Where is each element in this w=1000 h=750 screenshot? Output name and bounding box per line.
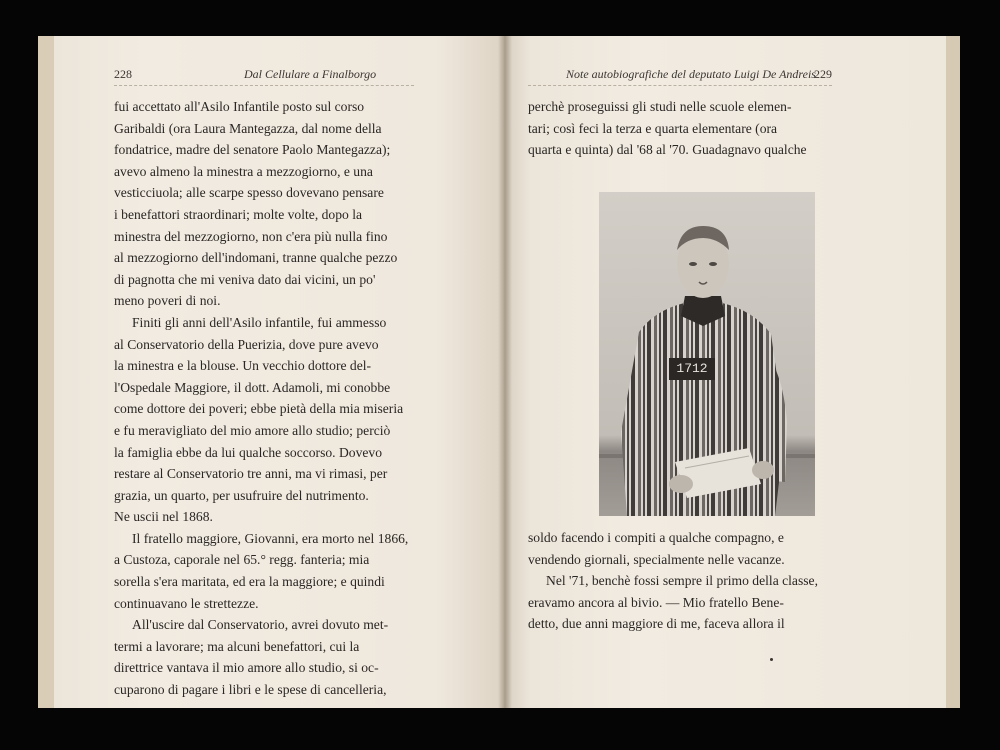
- text-line: termi a lavorare; ma alcuni benefattori, cui la: [114, 638, 360, 654]
- portrait-photograph: [599, 192, 815, 516]
- text-line: Finiti gli anni dell'Asilo infantile, fui ammesso: [132, 314, 387, 330]
- prisoner-number: 1712: [676, 361, 708, 376]
- right-header-rule: [528, 85, 832, 86]
- text-line: Nel '71, benchè fossi sempre il primo della classe,: [546, 573, 818, 589]
- text-line: continuavano le strettezze.: [114, 595, 259, 611]
- book-gutter: [498, 36, 512, 708]
- text-line: la minestra e la blouse. Un vecchio dottore del-: [114, 358, 372, 374]
- text-line: restare al Conservatorio tre anni, ma vi rimasi, per: [114, 466, 388, 482]
- right-page-number: 229: [814, 67, 832, 81]
- text-line: quarta e quinta) dal '68 al '70. Guadagnavo qualche: [528, 142, 807, 158]
- text-line: vesticciuola; alle scarpe spesso dovevano pensare: [114, 185, 384, 201]
- text-line: Il fratello maggiore, Giovanni, era morto nel 1866,: [132, 530, 409, 546]
- text-line: come dottore dei poveri; ebbe pietà della mia miseria: [114, 401, 404, 417]
- text-line: la famiglia ebbe da lui qualche soccorso. Dovevo: [114, 444, 383, 460]
- left-header-rule: [114, 85, 414, 86]
- text-line: tari; così feci la terza e quarta elementare (ora: [528, 120, 778, 136]
- text-line: meno poveri di noi.: [114, 293, 221, 309]
- text-line: di pagnotta che mi veniva dato dai vicini, un po': [114, 271, 376, 287]
- text-line: grazia, un quarto, per usufruire del nutrimento.: [114, 487, 369, 503]
- text-line: cuparono di pagare i libri e le spese di cancelleria,: [114, 682, 387, 698]
- text-line: vendendo giornali, specialmente nelle vacanze.: [528, 551, 785, 567]
- text-line: soldo facendo i compiti a qualche compagno, e: [528, 530, 784, 545]
- text-line: Garibaldi (ora Laura Mantegazza, dal nome della: [114, 120, 382, 136]
- text-line: e fu meravigliato del mio amore allo studio; perciò: [114, 422, 391, 438]
- right-page-body-top: [528, 96, 832, 161]
- text-line: i benefattori straordinari; molte volte, dopo la: [114, 206, 363, 222]
- text-line: avevo almeno la minestra a mezzogiorno, e una: [114, 163, 373, 179]
- text-line: direttrice vantava il mio amore allo studio, si oc-: [114, 660, 379, 676]
- text-line: al mezzogiorno dell'indomani, tranne qualche pezzo: [114, 250, 398, 266]
- text-line: l'Ospedale Maggiore, il dott. Adamoli, mi conobbe: [114, 379, 391, 395]
- left-page-number: 228: [114, 67, 132, 81]
- text-line: detto, due anni maggiore di me, faceva allora il: [528, 616, 785, 632]
- text-line: All'uscire dal Conservatorio, avrei dovuto met-: [132, 617, 389, 633]
- right-running-title: Note autobiografiche del deputato Luigi De Andreis: [566, 67, 816, 81]
- text-line: fui accettato all'Asilo Infantile posto sul corso: [114, 99, 365, 114]
- text-line: perchè proseguissi gli studi nelle scuole elemen-: [528, 99, 792, 114]
- text-line: minestra del mezzogiorno, non c'era più nulla fino: [114, 228, 388, 244]
- left-running-title: Dal Cellulare a Finalborgo: [244, 67, 377, 81]
- text-line: fondatrice, madre del senatore Paolo Mantegazza);: [114, 142, 391, 158]
- text-line: a Custoza, caporale nel 65.° regg. fanteria; mia: [114, 552, 370, 568]
- paper-speck: [770, 658, 773, 661]
- left-page-body: [114, 96, 414, 701]
- right-page-body-bottom: [528, 527, 832, 635]
- text-line: sorella s'era maritata, ed era la maggiore; e quindi: [114, 574, 385, 590]
- text-line: al Conservatorio della Puerizia, dove pure avevo: [114, 336, 379, 352]
- text-line: eravamo ancora al bivio. — Mio fratello Bene-: [528, 594, 784, 610]
- text-line: Ne uscii nel 1868.: [114, 509, 213, 525]
